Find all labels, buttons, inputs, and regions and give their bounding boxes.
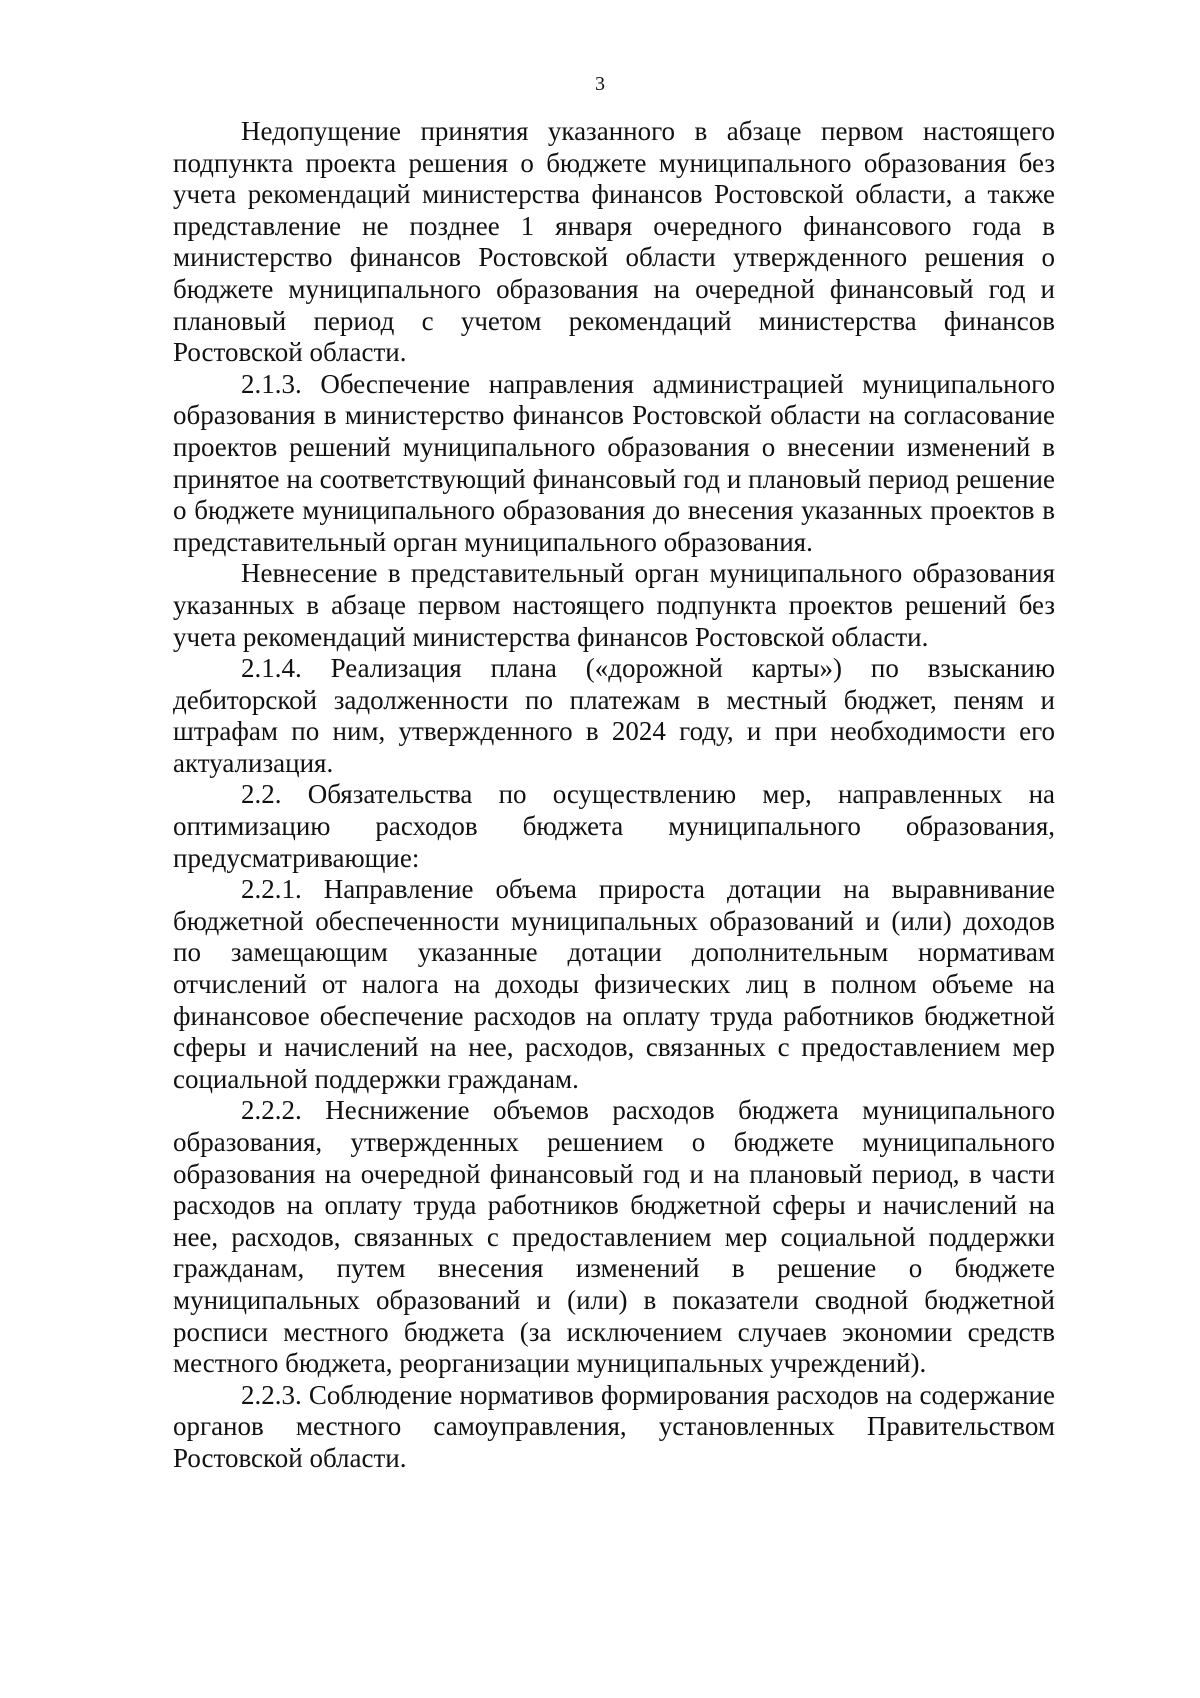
paragraph-2-2-1: 2.2.1. Направление объема прироста дотации на выравнивание бюджетной обеспеченности муниципальных образований и (или) доходов по замещающим указанные дотации дополнительным нормативам отчислений от налога на доходы физических лиц в полном объеме на финансовое обеспечение расходов на оплату труда работников бюджетной сферы и начислений на нее, расходов, связанных с предоставлением мер социальной поддержки гражданам. — [173, 874, 1055, 1094]
paragraph-2-2-3: 2.2.3. Соблюдение нормативов формирования расходов на содержание органов местного самоуправления, установленных Правительством Ростовской области. — [173, 1379, 1055, 1473]
paragraph-non-submission: Невнесение в представительный орган муниципального образования указанных в абзаце первом настоящего подпункта проектов решений без учета рекомендаций министерства финансов Ростовской области. — [173, 558, 1055, 652]
paragraph-2-2: 2.2. Обязательства по осуществлению мер, направленных на оптимизацию расходов бюджета муниципального образования, предусматривающие: — [173, 779, 1055, 873]
paragraph-2-2-2: 2.2.2. Неснижение объемов расходов бюджета муниципального образования, утвержденных решением о бюджете муниципального образования на очередной финансовый год и на плановый период, в части расходов на оплату труда работников бюджетной сферы и начислений на нее, расходов, связанных с предоставлением мер социальной поддержки гражданам, путем внесения изменений в решение о бюджете муниципальных образований и (или) в показатели сводной бюджетной росписи местного бюджета (за исключением случаев экономии средств местного бюджета, реорганизации муниципальных учреждений). — [173, 1095, 1055, 1379]
paragraph-2-1-4: 2.1.4. Реализация плана («дорожной карты») по взысканию дебиторской задолженности по платежам в местный бюджет, пеням и штрафам по ним, утвержденного в 2024 году, и при необходимости его актуализация. — [173, 653, 1055, 778]
document-body — [173, 116, 1055, 1475]
page-number: 3 — [595, 73, 605, 95]
paragraph-no-adoption-without-recommendations: Недопущение принятия указанного в абзаце первом настоящего подпункта проекта решения о бюджете муниципального образования без учета рекомендаций министерства финансов Ростовской области, а также представление не позднее 1 января очередного финансового года в министерство финансов Ростовской области утвержденного решения о бюджете муниципального образования на очередной финансовый год и плановый период с учетом рекомендаций министерства финансов Ростовской области. — [173, 116, 1055, 368]
paragraph-2-1-3: 2.1.3. Обеспечение направления администрацией муниципального образования в министерство финансов Ростовской области на согласование проектов решений муниципального образования о внесении изменений в принятое на соответствующий финансовый год и плановый период решение о бюджете муниципального образования до внесения указанных проектов в представительный орган муниципального образования. — [173, 368, 1055, 557]
